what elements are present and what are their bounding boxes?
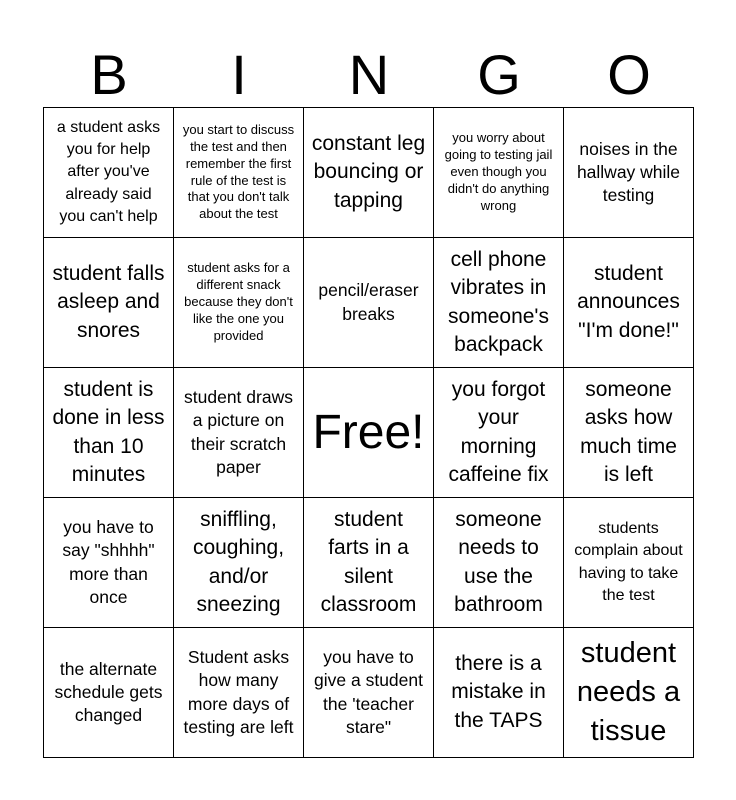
bingo-cell[interactable]: you have to say "shhhh" more than once [44, 498, 174, 628]
free-space[interactable]: Free! [304, 368, 434, 498]
bingo-header [44, 42, 694, 108]
header-letter-o: O [607, 43, 651, 106]
bingo-cell[interactable]: there is a mistake in the TAPS [434, 628, 564, 758]
bingo-cell[interactable]: student needs a tissue [564, 628, 694, 758]
bingo-cell[interactable]: constant leg bouncing or tapping [304, 108, 434, 238]
bingo-cell[interactable]: student farts in a silent classroom [304, 498, 434, 628]
bingo-cell[interactable]: someone asks how much time is left [564, 368, 694, 498]
header-letter-b: B [90, 43, 128, 106]
bingo-cell[interactable]: cell phone vibrates in someone's backpack [434, 238, 564, 368]
bingo-cell[interactable]: student asks for a different snack because they don't like the one you provided [174, 238, 304, 368]
bingo-cell[interactable]: you forgot your morning caffeine fix [434, 368, 564, 498]
bingo-cell[interactable]: student draws a picture on their scratch paper [174, 368, 304, 498]
bingo-cell[interactable]: noises in the hallway while testing [564, 108, 694, 238]
bingo-cell[interactable]: Student asks how many more days of testing are left [174, 628, 304, 758]
header-letter-i: I [231, 43, 247, 106]
bingo-cell[interactable]: you start to discuss the test and then remember the first rule of the test is that you don't talk about the test [174, 108, 304, 238]
bingo-cell[interactable]: you worry about going to testing jail even though you didn't do anything wrong [434, 108, 564, 238]
bingo-cell[interactable]: sniffling, coughing, and/or sneezing [174, 498, 304, 628]
bingo-cell[interactable]: student falls asleep and snores [44, 238, 174, 368]
bingo-grid [43, 107, 694, 758]
bingo-cell[interactable]: student announces "I'm done!" [564, 238, 694, 368]
bingo-cell[interactable]: pencil/eraser breaks [304, 238, 434, 368]
bingo-cell[interactable]: you have to give a student the 'teacher stare" [304, 628, 434, 758]
bingo-cell[interactable]: the alternate schedule gets changed [44, 628, 174, 758]
header-letter-n: N [348, 43, 390, 106]
bingo-cell[interactable]: someone needs to use the bathroom [434, 498, 564, 628]
bingo-cell[interactable]: a student asks you for help after you've already said you can't help [44, 108, 174, 238]
bingo-cell[interactable]: students complain about having to take the test [564, 498, 694, 628]
header-letter-g: G [477, 43, 521, 106]
bingo-cell[interactable]: student is done in less than 10 minutes [44, 368, 174, 498]
